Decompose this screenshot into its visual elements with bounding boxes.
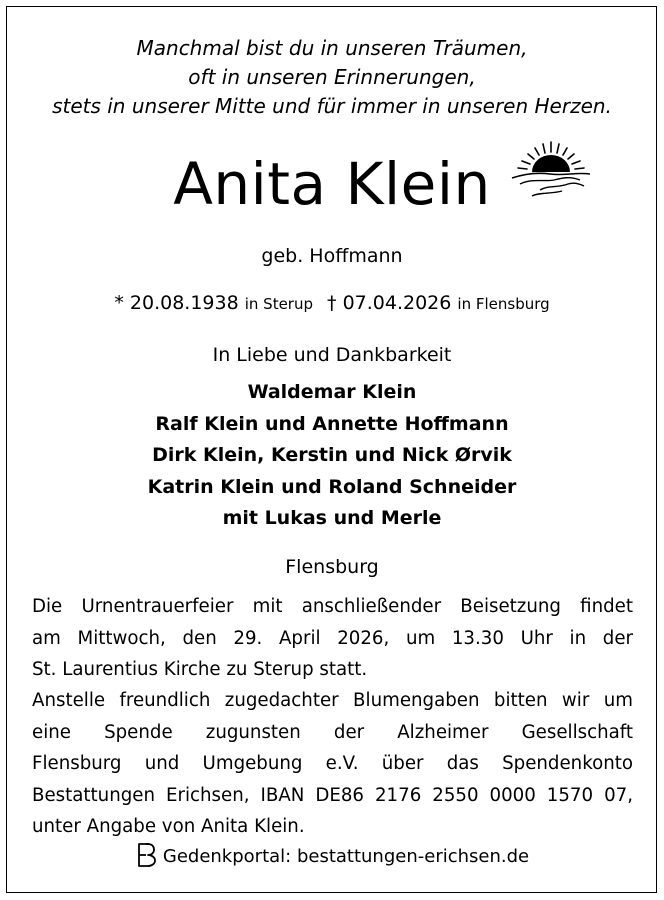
ceremony-paragraph bbox=[32, 591, 633, 686]
paragraph-line: Anstelle freundlich zugedachter Blumengaben bitten wir um bbox=[32, 690, 633, 711]
death-place: in Flensburg bbox=[457, 295, 550, 313]
birth-date: 20.08.1938 bbox=[129, 292, 239, 314]
paragraph-line: St. Laurentius Kirche zu Sterup statt. bbox=[32, 659, 368, 680]
donation-paragraph bbox=[32, 685, 633, 843]
poem-line: stets in unserer Mitte und für immer in unseren Herzen. bbox=[52, 94, 612, 118]
mourner-line: Katrin Klein und Roland Schneider bbox=[147, 475, 517, 498]
birth-place: in Sterup bbox=[244, 295, 314, 313]
death-symbol: † bbox=[327, 292, 337, 314]
death-date: 07.04.2026 bbox=[342, 292, 452, 314]
paragraph-line: unter Angabe von Anita Klein. bbox=[32, 816, 305, 837]
mourners-list bbox=[0, 377, 664, 535]
mourner-line: Waldemar Klein bbox=[247, 381, 417, 403]
sunrise-landscape-icon bbox=[510, 138, 592, 200]
life-dates bbox=[0, 290, 664, 317]
city-name: Flensburg bbox=[285, 556, 379, 578]
paragraph-line: am Mittwoch, den 29. April 2026, um 13.30 Uhr in der bbox=[32, 627, 633, 649]
dedication-text: In Liebe und Dankbarkeit bbox=[212, 344, 452, 366]
memorial-poem bbox=[0, 34, 664, 121]
paragraph-line: eine Spende zugunsten der Alzheimer Gesellschaft bbox=[32, 721, 633, 743]
poem-line: Manchmal bist du in unseren Träumen, bbox=[136, 36, 528, 60]
poem-line: oft in unseren Erinnerungen, bbox=[188, 65, 476, 89]
paragraph-line: Flensburg und Umgebung e.V. über das Spendenkonto bbox=[32, 753, 633, 774]
mourner-line: Dirk Klein, Kerstin und Nick Ørvik bbox=[152, 444, 512, 466]
mourner-line: Ralf Klein und Annette Hoffmann bbox=[155, 412, 509, 435]
memorial-portal-footer bbox=[0, 843, 664, 871]
birth-symbol: * bbox=[114, 292, 124, 314]
birth-name: geb. Hoffmann bbox=[261, 245, 403, 267]
portal-url: Gedenkportal: bestattungen-erichsen.de bbox=[162, 846, 530, 867]
paragraph-line: Bestattungen Erichsen, IBAN DE86 2176 2550 0000 1570 07, bbox=[32, 784, 633, 806]
paragraph-line: Die Urnentrauerfeier mit anschließender Beisetzung findet bbox=[32, 596, 633, 617]
mourner-line: mit Lukas und Merle bbox=[222, 507, 442, 529]
eb-monogram-icon bbox=[135, 842, 157, 868]
deceased-name: Anita Klein bbox=[173, 150, 491, 218]
